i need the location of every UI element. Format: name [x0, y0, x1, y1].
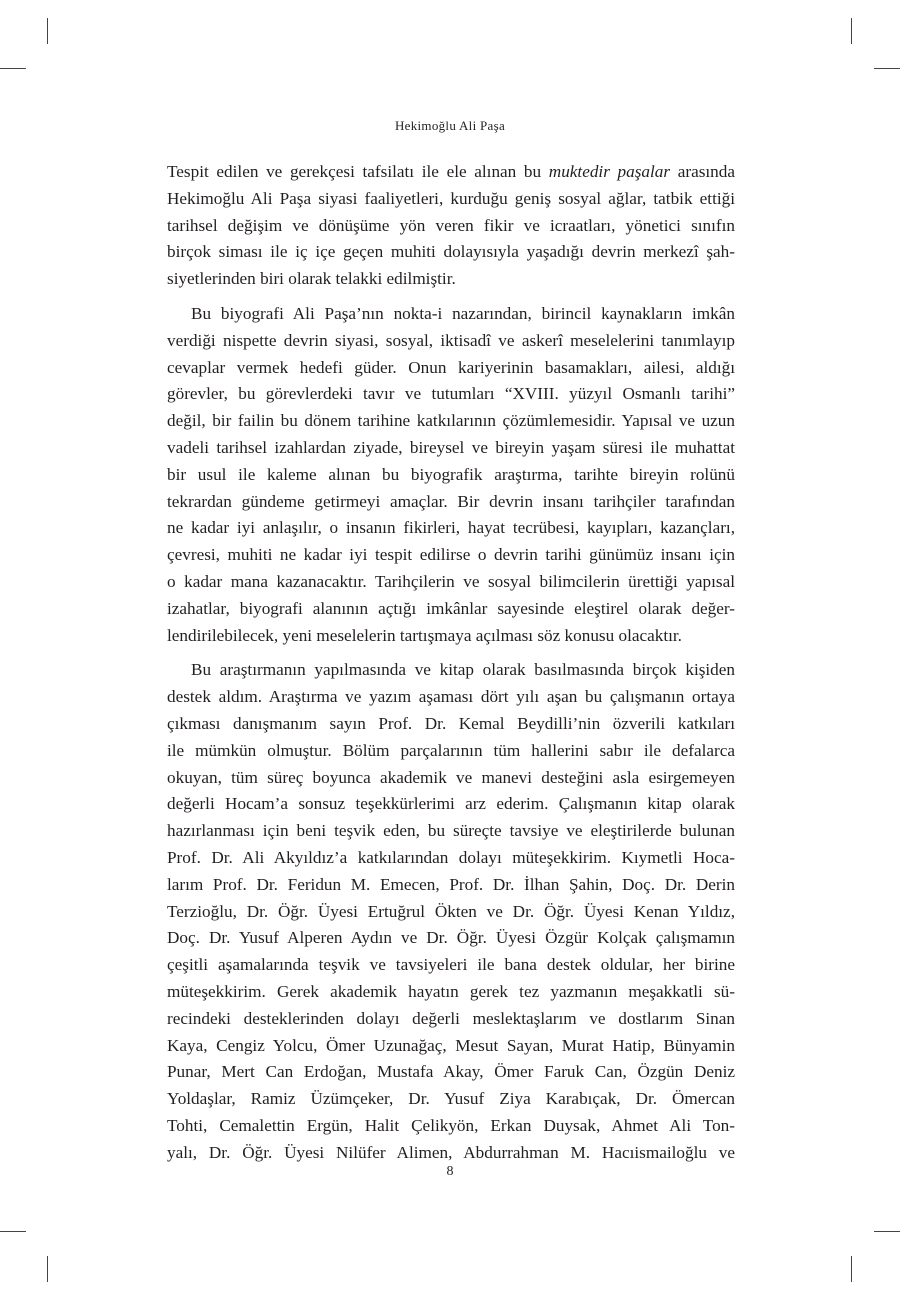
text-line: lendirilebilecek, yeni meselelerin tartışmaya açılması söz konusu olacaktır. [167, 625, 682, 645]
body-text [167, 159, 735, 1174]
text-line: recindeki desteklerinden dolayı değerli meslektaşlarım ve dostlarım Sinan [167, 1008, 735, 1028]
paragraph [167, 301, 735, 649]
text-line: çevresi, muhiti ne kadar iyi tespit edilirse o devrin tarihi günümüz insanı için [167, 545, 735, 565]
text-line: izahatlar, biyografi alanının açtığı imkânlar sayesinde eleştirel olarak değer- [167, 598, 735, 618]
crop-mark [851, 18, 852, 44]
text-line: cevaplar vermek hedefi güder. Onun kariyerinin basamakları, ailesi, aldığı [167, 357, 735, 377]
text-line: birçok siması ile iç içe geçen muhiti dolayısıyla yaşadığı devrin merkezî şah- [167, 242, 735, 262]
paragraph [167, 159, 735, 293]
text-line: çeşitli aşamalarında teşvik ve tavsiyeleri ile bana destek oldular, her birine [167, 955, 735, 975]
text-line: müteşekkirim. Gerek akademik hayatın gerek tez yazmanın meşakkatli sü- [167, 981, 735, 1001]
paragraph [167, 657, 735, 1166]
crop-mark [0, 68, 26, 69]
text-line: değerli Hocam’a sonsuz teşekkürlerimi arz ederim. Çalışmanın kitap olarak [167, 794, 735, 814]
crop-mark [47, 1256, 48, 1282]
text-line: Punar, Mert Can Erdoğan, Mustafa Akay, Ömer Faruk Can, Özgün Deniz [167, 1062, 735, 1082]
text-line: hazırlanması için beni teşvik eden, bu süreçte tavsiye ve eleştirilerde bulunan [167, 821, 735, 841]
running-head: Hekimoğlu Ali Paşa [394, 118, 506, 133]
text-line: Yoldaşlar, Ramiz Üzümçeker, Dr. Yusuf Ziya Karabıçak, Dr. Ömercan [167, 1089, 735, 1109]
text-line: siyetlerinden biri olarak telakki edilmiştir. [167, 269, 456, 289]
text-line: Tespit edilen ve gerekçesi tafsilatı ile ele alınan bu muktedir paşalar arasında [167, 162, 735, 181]
text-line: bir usul ile kaleme alınan bu biyografik araştırma, tarihte bireyin rolünü [167, 464, 735, 484]
text-line: vadeli tarihsel izahlardan ziyade, bireysel ve bireyin yaşam süresi ile muhattat [167, 437, 735, 457]
text-line: tekrardan gündeme getirmeyi amaçlar. Bir devrin insanı tarihçiler tarafından [167, 491, 735, 511]
text-line: Prof. Dr. Ali Akyıldız’a katkılarından dolayı müteşekkirim. Kıymetli Hoca- [167, 847, 735, 867]
page-number: 8 [446, 1164, 454, 1179]
italic-term: muktedir paşalar [548, 162, 671, 181]
text-line: Tohti, Cemalettin Ergün, Halit Çelikyön, Erkan Duysak, Ahmet Ali Ton- [167, 1115, 735, 1135]
text-line: destek aldım. Araştırma ve yazım aşaması dört yılı aşan bu çalışmanın ortaya [167, 687, 735, 707]
text-line: Kaya, Cengiz Yolcu, Ömer Uzunağaç, Mesut Sayan, Murat Hatip, Bünyamin [167, 1035, 735, 1055]
text-line: Terzioğlu, Dr. Öğr. Üyesi Ertuğrul Ökten ve Dr. Öğr. Üyesi Kenan Yıldız, [167, 901, 735, 921]
text-line: Bu biyografi Ali Paşa’nın nokta-i nazarından, birincil kaynakların imkân [191, 303, 735, 323]
text-line: görevler, bu görevlerdeki tavır ve tutumları “XVIII. yüzyıl Osmanlı tarihi” [167, 384, 735, 404]
crop-mark [0, 1231, 26, 1232]
crop-mark [874, 68, 900, 69]
crop-mark [851, 1256, 852, 1282]
text-line: verdiği nispette devrin siyasi, sosyal, iktisadî ve askerî meselelerini tanımlayıp [167, 330, 735, 350]
text-line: çıkması danışmanım sayın Prof. Dr. Kemal Beydilli’nin özverili katkıları [167, 713, 735, 733]
text-line: larım Prof. Dr. Feridun M. Emecen, Prof. Dr. İlhan Şahin, Doç. Dr. Derin [167, 874, 735, 894]
text-line: o kadar mana kazanacaktır. Tarihçilerin ve sosyal bilimcilerin ürettiği yapısal [167, 571, 735, 591]
text-line: Bu araştırmanın yapılmasında ve kitap olarak basılmasında birçok kişiden [191, 660, 735, 680]
text-line: ile mümkün olmuştur. Bölüm parçalarının tüm hallerini sabır ile defalarca [167, 740, 735, 760]
text-line: ne kadar iyi anlaşılır, o insanın fikirleri, hayat tecrübesi, kayıpları, kazançları, [167, 518, 735, 538]
text-line: değil, bir failin bu dönem tarihine katkılarının çözümlemesidir. Yapısal ve uzun [167, 411, 735, 431]
text-line: Doç. Dr. Yusuf Alperen Aydın ve Dr. Öğr. Üyesi Özgür Kolçak çalışmamın [167, 928, 735, 948]
text-line: okuyan, tüm süreç boyunca akademik ve manevi desteğini asla esirgemeyen [167, 767, 735, 787]
text-line: yalı, Dr. Öğr. Üyesi Nilüfer Alimen, Abdurrahman M. Hacıismailoğlu ve [167, 1142, 735, 1162]
crop-mark [874, 1231, 900, 1232]
text-line: tarihsel değişim ve dönüşüme yön veren fikir ve icraatları, yönetici sınıfın [167, 215, 735, 235]
crop-mark [47, 18, 48, 44]
text-line: Hekimoğlu Ali Paşa siyasi faaliyetleri, kurduğu geniş sosyal ağlar, tatbik ettiği [167, 188, 735, 208]
